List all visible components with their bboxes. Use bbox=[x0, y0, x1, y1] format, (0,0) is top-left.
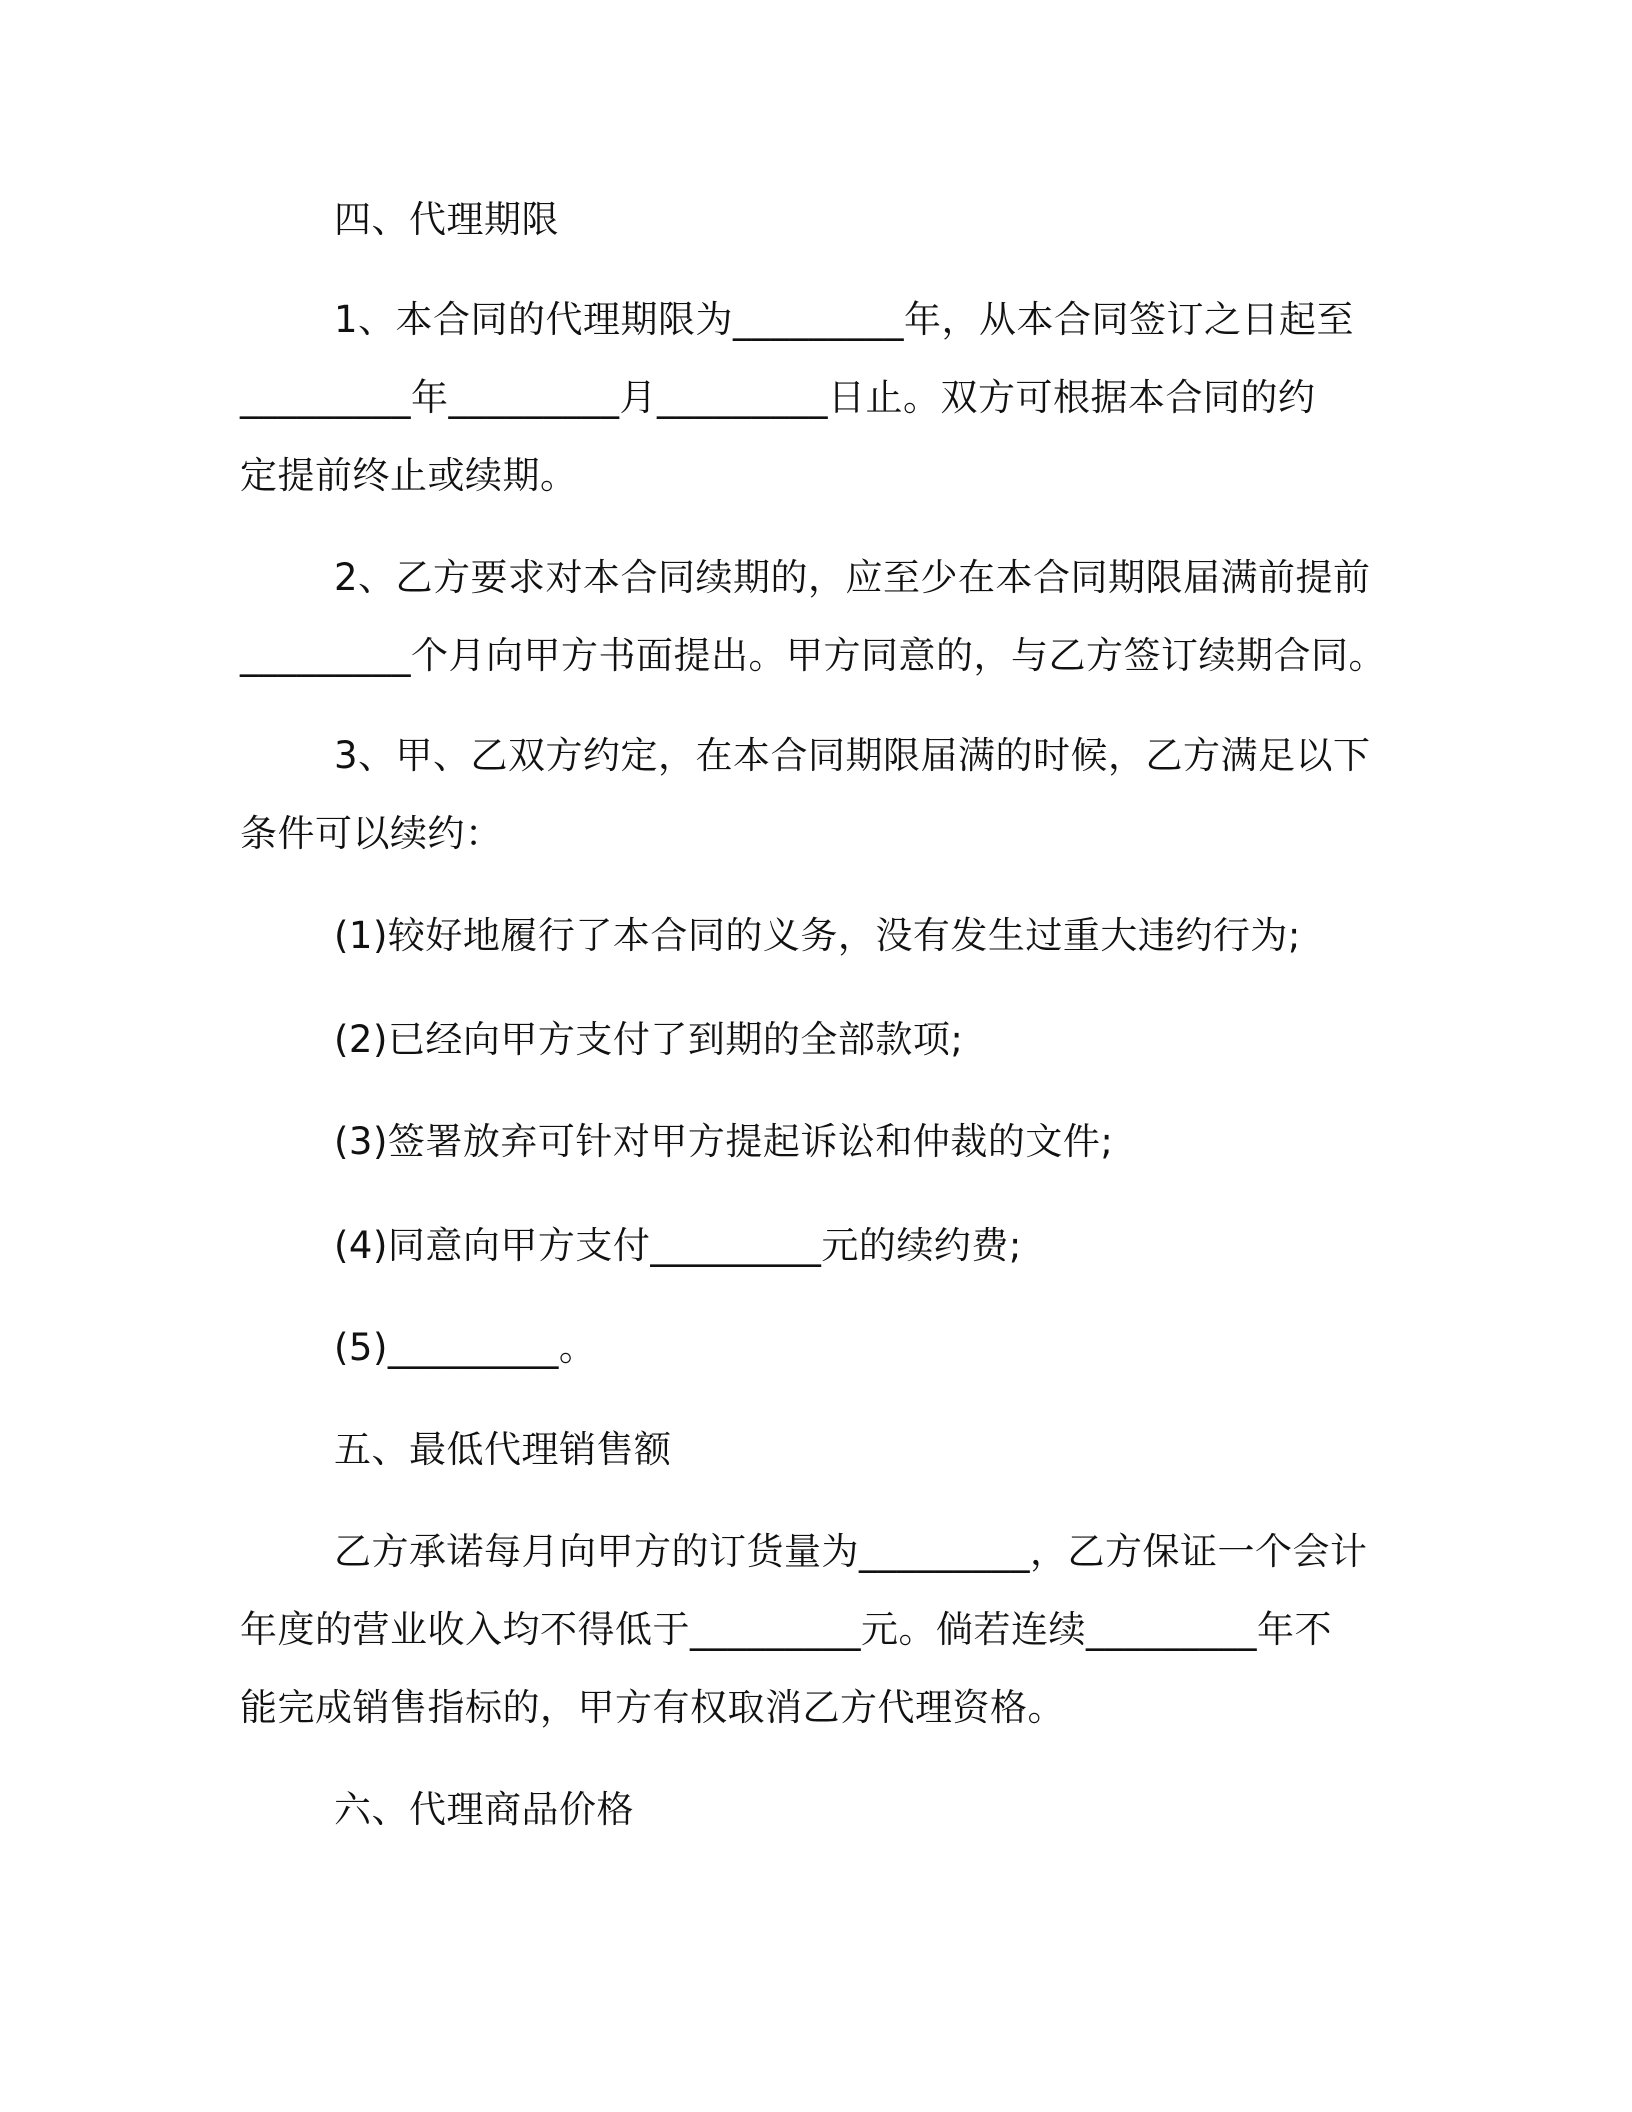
section-heading-price: 六、代理商品价格 bbox=[334, 1788, 634, 1831]
paragraph-line: _________个月向甲方书面提出。甲方同意的，与乙方签订续期合同。 bbox=[240, 634, 1386, 677]
section-heading-term: 四、代理期限 bbox=[334, 198, 559, 241]
paragraph-line: 1、本合同的代理期限为_________年，从本合同签订之日起至 bbox=[334, 298, 1355, 341]
section-heading-minimum-sales: 五、最低代理销售额 bbox=[334, 1428, 672, 1471]
list-item: (5)_________。 bbox=[334, 1326, 597, 1369]
list-item: (4)同意向甲方支付_________元的续约费; bbox=[334, 1224, 1022, 1267]
paragraph-line: 条件可以续约： bbox=[240, 812, 503, 855]
paragraph-line: 能完成销售指标的，甲方有权取消乙方代理资格。 bbox=[240, 1686, 1065, 1729]
paragraph-line: 3、甲、乙双方约定，在本合同期限届满的时候，乙方满足以下 bbox=[334, 734, 1371, 777]
paragraph-line: 乙方承诺每月向甲方的订货量为_________，乙方保证一个会计 bbox=[334, 1530, 1368, 1573]
paragraph-line: 定提前终止或续期。 bbox=[240, 454, 578, 497]
list-item: (3)签署放弃可针对甲方提起诉讼和仲裁的文件; bbox=[334, 1120, 1114, 1163]
list-item: (2)已经向甲方支付了到期的全部款项; bbox=[334, 1018, 964, 1061]
list-item: (1)较好地履行了本合同的义务，没有发生过重大违约行为; bbox=[334, 914, 1301, 957]
paragraph-line: 2、乙方要求对本合同续期的，应至少在本合同期限届满前提前 bbox=[334, 556, 1371, 599]
paragraph-line: 年度的营业收入均不得低于_________元。倘若连续_________年不 bbox=[240, 1608, 1332, 1651]
paragraph-line: _________年_________月_________日止。双方可根据本合同的约 bbox=[240, 376, 1316, 419]
